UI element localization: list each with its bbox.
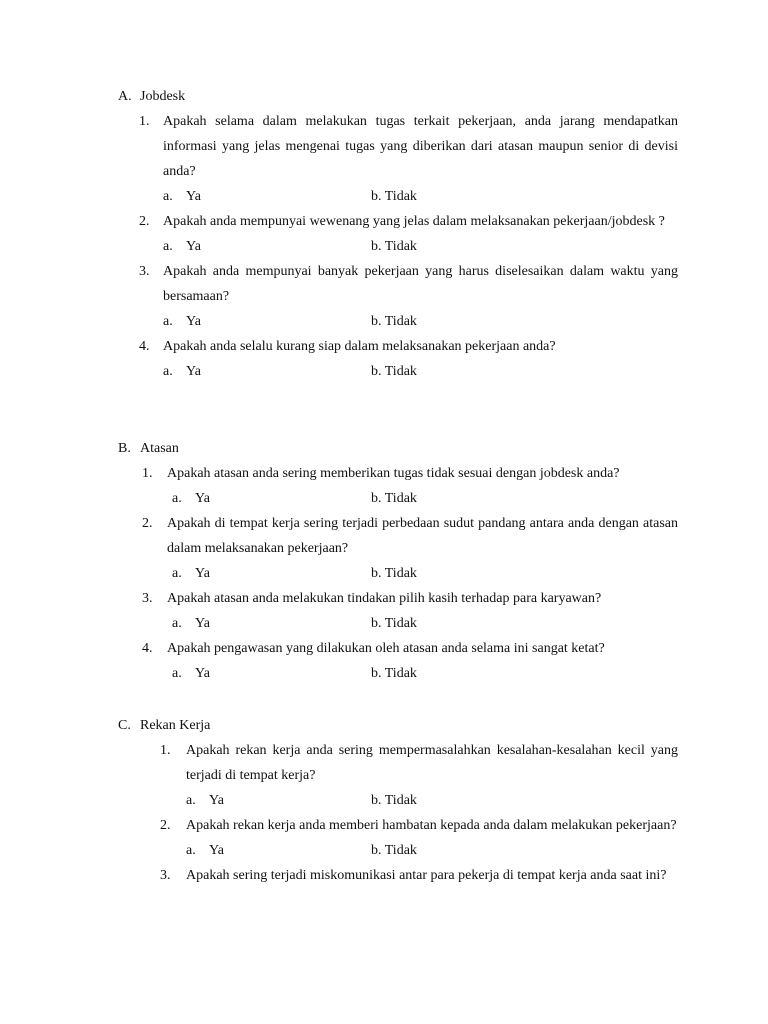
option-a-letter: a. (163, 364, 173, 379)
option-tidak: b. Tidak (371, 364, 417, 379)
question-text: Apakah atasan anda sering memberikan tugas tidak sesuai dengan jobdesk anda? (167, 466, 620, 481)
question-number: 1. (142, 466, 153, 481)
answer-options (172, 661, 678, 686)
question-text: Apakah rekan kerja anda sering mempermasalahkan kesalahan-kesalahan kecil yang terjadi di tempat kerja? (186, 743, 678, 783)
answer-options (172, 561, 678, 586)
question-number: 4. (142, 641, 153, 656)
section-letter: A. (118, 89, 132, 104)
section-letter: B. (118, 441, 131, 456)
question-number: 1. (160, 743, 171, 758)
option-a-letter: a. (172, 491, 182, 506)
option-tidak: b. Tidak (371, 666, 417, 681)
section-heading (118, 713, 678, 738)
question-text: Apakah anda mempunyai wewenang yang jelas dalam melaksanakan pekerjaan/jobdesk ? (163, 214, 665, 229)
option-ya: Ya (195, 616, 210, 631)
option-tidak: b. Tidak (371, 189, 417, 204)
option-ya: Ya (195, 491, 210, 506)
option-ya: Ya (186, 189, 201, 204)
section-rekan-kerja (118, 713, 678, 888)
option-tidak: b. Tidak (371, 314, 417, 329)
question (139, 334, 678, 359)
question-text: Apakah selama dalam melakukan tugas terkait pekerjaan, anda jarang mendapatkan informasi yang jelas mengenai tugas yang diberikan dari atasan maupun senior di devisi anda? (163, 114, 678, 179)
section-title: Jobdesk (140, 89, 186, 104)
question (160, 813, 678, 838)
option-ya: Ya (209, 843, 224, 858)
option-tidak: b. Tidak (371, 491, 417, 506)
section-heading (118, 436, 678, 461)
section-heading (118, 84, 678, 109)
option-tidak: b. Tidak (371, 616, 417, 631)
section-title: Atasan (140, 441, 179, 456)
section-jobdesk (118, 84, 678, 384)
question (142, 511, 678, 561)
question-number: 2. (139, 214, 150, 229)
question-text: Apakah atasan anda melakukan tindakan pilih kasih terhadap para karyawan? (167, 591, 602, 606)
option-a-letter: a. (186, 793, 196, 808)
option-ya: Ya (186, 314, 201, 329)
question-number: 2. (160, 818, 171, 833)
question-text: Apakah pengawasan yang dilakukan oleh atasan anda selama ini sangat ketat? (167, 641, 605, 656)
question-number: 1. (139, 114, 150, 129)
option-tidak: b. Tidak (371, 793, 417, 808)
question-number: 3. (142, 591, 153, 606)
option-ya: Ya (195, 666, 210, 681)
question (160, 863, 678, 888)
answer-options (163, 359, 678, 384)
section-atasan (118, 436, 678, 686)
question-text: Apakah sering terjadi miskomunikasi antar para pekerja di tempat kerja anda saat ini? (186, 868, 667, 883)
option-a-letter: a. (172, 566, 182, 581)
answer-options (163, 184, 678, 209)
option-tidak: b. Tidak (371, 239, 417, 254)
section-title: Rekan Kerja (140, 718, 211, 733)
answer-options (172, 486, 678, 511)
question-text: Apakah anda mempunyai banyak pekerjaan yang harus diselesaikan dalam waktu yang bersamaan? (163, 264, 678, 304)
answer-options (163, 309, 678, 334)
question-number: 2. (142, 516, 153, 531)
question (139, 109, 678, 184)
question (160, 738, 678, 788)
section-letter: C. (118, 718, 131, 733)
answer-options (172, 611, 678, 636)
question (142, 586, 678, 611)
question (139, 259, 678, 309)
question-number: 3. (139, 264, 150, 279)
question-text: Apakah rekan kerja anda memberi hambatan kepada anda dalam melakukan pekerjaan? (186, 818, 677, 833)
option-a-letter: a. (163, 239, 173, 254)
option-ya: Ya (186, 364, 201, 379)
question-text: Apakah anda selalu kurang siap dalam melaksanakan pekerjaan anda? (163, 339, 556, 354)
question-number: 4. (139, 339, 150, 354)
option-ya: Ya (209, 793, 224, 808)
question-text: Apakah di tempat kerja sering terjadi perbedaan sudut pandang antara anda dengan atasan dalam melaksanakan pekerjaan? (167, 516, 678, 556)
question (142, 636, 678, 661)
option-ya: Ya (186, 239, 201, 254)
answer-options (186, 788, 678, 813)
question (139, 209, 678, 234)
option-a-letter: a. (163, 189, 173, 204)
option-tidak: b. Tidak (371, 843, 417, 858)
option-a-letter: a. (163, 314, 173, 329)
answer-options (186, 838, 678, 863)
option-tidak: b. Tidak (371, 566, 417, 581)
option-a-letter: a. (172, 666, 182, 681)
question-number: 3. (160, 868, 171, 883)
option-a-letter: a. (186, 843, 196, 858)
answer-options (163, 234, 678, 259)
option-ya: Ya (195, 566, 210, 581)
option-a-letter: a. (172, 616, 182, 631)
question (142, 461, 678, 486)
